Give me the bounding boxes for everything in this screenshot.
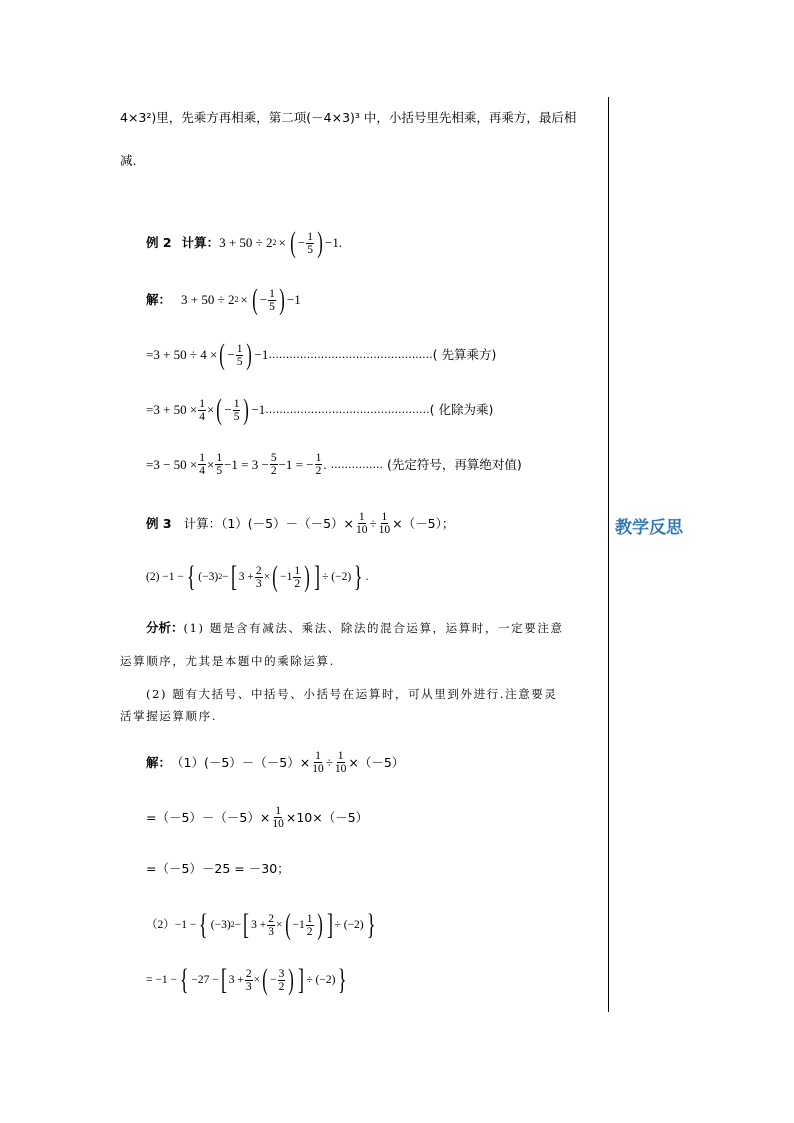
minus-sign: − [222, 571, 229, 583]
denominator: 10 [378, 524, 391, 536]
expr-part: 3 + 50 ÷ 2 [181, 292, 235, 307]
example-3 [146, 511, 454, 536]
analysis-line-4: 活掌握运算顺序. [120, 709, 217, 723]
expr-c: 3 + [228, 974, 244, 986]
leader-dots: ............................................... [265, 403, 430, 416]
left-paren: ( [290, 226, 296, 259]
times-sign: × [207, 402, 215, 417]
fraction [215, 452, 223, 477]
right-paren: ) [279, 283, 285, 316]
expr-a: −27 − [191, 974, 219, 986]
divide-sign: ÷ [369, 515, 377, 531]
step-mid: −1 = 3 − [224, 456, 269, 472]
fraction [306, 231, 314, 256]
fraction [355, 511, 369, 536]
numerator: 1 [199, 452, 205, 464]
denominator: 5 [216, 465, 223, 477]
fraction [378, 511, 392, 536]
numerator: 5 [270, 452, 277, 464]
expr-f: ÷ (−2) [306, 974, 336, 986]
numerator: 2 [245, 967, 252, 980]
leader-dots: ............... [330, 457, 384, 471]
step-tail: −1 [254, 347, 269, 362]
solution-3-line-3: =（－5）－25 = －30； [146, 861, 290, 876]
denominator: 4 [199, 410, 205, 423]
solution-2-step-1 [146, 338, 497, 371]
right-paren: ) [316, 908, 323, 941]
fraction [245, 968, 253, 993]
right-paren: ) [317, 226, 323, 259]
denominator: 2 [315, 465, 322, 477]
numerator: 2 [255, 564, 262, 577]
numerator: 2 [268, 912, 275, 925]
expr-head: (2) −1 − [146, 571, 184, 583]
solution-text-tail: ×10×（－5） [285, 809, 369, 825]
step-1-expression [146, 338, 269, 371]
times-sign: × [276, 919, 283, 931]
numerator: 1 [236, 342, 243, 355]
example-2-label: 例 2 [146, 235, 172, 250]
denominator: 5 [236, 355, 243, 368]
fraction [334, 750, 348, 775]
numerator: 1 [337, 750, 344, 762]
left-paren: ( [262, 963, 268, 996]
times-sign: × [263, 571, 271, 583]
expr-end: . [365, 571, 369, 583]
intro-line-2: 减. [120, 153, 137, 168]
right-brace: } [354, 560, 363, 593]
left-paren: ( [272, 560, 278, 593]
expr-c: 3 + [251, 919, 267, 931]
expr-a: (−3) [198, 571, 219, 583]
left-bracket: [ [220, 963, 227, 996]
denominator: 10 [272, 818, 284, 830]
fraction [271, 805, 285, 830]
numerator: 1 [306, 912, 313, 925]
denominator: 2 [306, 925, 313, 938]
expr-a: (−3) [210, 919, 231, 931]
fraction [268, 288, 276, 313]
minus-sign: − [227, 347, 235, 362]
solution-3-line-2 [146, 805, 368, 830]
times-sign: × [253, 974, 261, 986]
fraction [306, 913, 314, 938]
solution-3-line-4 [146, 908, 378, 941]
left-bracket: [ [243, 908, 250, 941]
example-2 [146, 226, 343, 259]
step-3-expression [146, 452, 327, 477]
numerator: 1 [233, 397, 240, 410]
left-brace: { [179, 963, 189, 996]
denominator: 5 [307, 243, 313, 256]
minus-sign: − [234, 919, 242, 931]
expr-c: 3 + [238, 571, 254, 583]
example-2-prompt: 计算： [181, 235, 220, 250]
expr-tail: −1. [324, 235, 343, 250]
solution-label: 解： [146, 292, 172, 307]
line-5-expression [146, 963, 350, 996]
step-note: (先定符号，再算绝对值) [387, 456, 522, 472]
minus-sign: − [224, 402, 232, 417]
times-sign: × [278, 235, 286, 250]
example-3-prompt: 计算：（1）(－5）－（－5）× [183, 515, 355, 531]
left-paren: ( [252, 283, 258, 316]
numerator: 1 [381, 511, 388, 523]
numerator: 1 [307, 230, 313, 243]
step-2-expression [146, 393, 266, 426]
solution-2-step-3 [146, 452, 522, 477]
example-3-part-2 [146, 560, 369, 593]
denominator: 2 [270, 465, 277, 477]
step-note: ( 化除为乘) [429, 402, 494, 417]
fraction [198, 452, 206, 477]
right-paren: ) [304, 560, 310, 593]
numerator: 1 [199, 397, 205, 410]
minus-sign: − [297, 235, 306, 250]
step-note: ( 先算乘方) [432, 347, 497, 362]
solution-3-line-5 [146, 963, 350, 996]
right-bracket: ] [314, 560, 321, 593]
expr-head: = −1 − [146, 974, 177, 986]
example-3-tail: ×（－5）； [392, 515, 455, 531]
fraction [233, 398, 241, 423]
denominator: 10 [312, 763, 324, 775]
minus-sign: − [259, 292, 268, 307]
numerator: 1 [294, 564, 301, 577]
numerator: 1 [275, 805, 281, 817]
expr-e: −1 [292, 919, 305, 931]
divide-sign: ÷ [325, 754, 333, 770]
numerator: 1 [216, 452, 223, 464]
fraction [278, 968, 286, 993]
solution-3-line-1 [146, 750, 404, 775]
right-bracket: ] [298, 963, 305, 996]
fraction [236, 343, 244, 368]
denominator: 3 [268, 925, 275, 938]
numerator: 3 [278, 967, 285, 980]
left-paren: ( [284, 908, 291, 941]
fraction [198, 398, 206, 423]
solution-label: 解： [146, 754, 172, 770]
left-brace: { [186, 560, 196, 593]
solution-text-tail: ×（－5） [348, 754, 405, 770]
analysis-line-3: (2) 题有大括号、中括号、小括号在运算时，可从里到外进行.注意要灵 [146, 687, 558, 701]
denominator: 10 [334, 763, 347, 775]
left-paren: ( [219, 338, 226, 371]
solution-text: （1）(－5）－（－5）× [171, 754, 311, 770]
right-paren: ) [246, 338, 253, 371]
expr-e: −1 [280, 571, 293, 583]
numerator: 1 [269, 287, 275, 300]
solution-2-expression: 3 + 50 ÷ 2 2 × ( − $\frac{1}{5}$ ) −1 [181, 283, 301, 316]
minus-sign: − [270, 974, 277, 986]
step-end: . [323, 456, 327, 472]
numerator: 1 [358, 511, 365, 523]
left-paren: ( [216, 393, 223, 426]
times-sign: × [207, 456, 215, 472]
expr-part: 3 + 50 ÷ 2 [219, 235, 273, 250]
denominator: 3 [255, 577, 262, 590]
right-paren: ) [243, 393, 250, 426]
fraction [315, 452, 323, 477]
expr-head: （2）−1 − [146, 919, 197, 931]
denominator: 4 [199, 465, 205, 477]
denominator: 5 [269, 300, 275, 313]
teaching-reflection-title: 教学反思 [615, 518, 683, 538]
fraction [293, 565, 301, 590]
denominator: 10 [356, 524, 368, 536]
step-mid-2: −1 = − [278, 456, 314, 472]
right-bracket: ] [326, 908, 333, 941]
right-brace: } [366, 908, 376, 941]
denominator: 2 [278, 980, 285, 993]
part-2-expression: (2) −1 − { (−3) 2 − [ 3 + $\frac{2}{3}$ × ( −1 $\frac{1}{2}$ ) ] ÷ (−2) } . [146, 560, 369, 593]
solution-2-step-2 [146, 393, 494, 426]
left-bracket: [ [230, 560, 237, 593]
fraction [267, 913, 275, 938]
numerator: 1 [315, 750, 321, 762]
step-head: =3 + 50 ÷ 4 × [146, 347, 218, 362]
analysis-line-1 [146, 620, 564, 636]
left-brace: { [199, 908, 208, 941]
right-brace: } [338, 963, 347, 996]
denominator: 2 [294, 577, 301, 590]
expr-f: ÷ (−2) [322, 571, 352, 583]
intro-line-1: 4×3²)里，先乘方再相乘，第二项(－4×3)³ 中，小括号里先相乘，再乘方，最后相 [120, 110, 577, 125]
denominator: 5 [233, 410, 240, 423]
expr-tail: −1 [286, 292, 301, 307]
times-sign: × [240, 292, 248, 307]
step-tail: −1 [251, 402, 266, 417]
analysis-text: (1) 题是含有减法、乘法、除法的混合运算，运算时，一定要注意 [183, 621, 564, 635]
expr-f: ÷ (−2) [334, 919, 364, 931]
line-4-expression: （2）−1 − { (−3) 2 − [ 3 + $\frac{2}{3}$ × ( −1 $\frac{1}{2}$ ) ] ÷ (−2) } [146, 908, 376, 941]
fraction [255, 565, 263, 590]
example-3-label: 例 3 [146, 515, 172, 531]
numerator: 1 [315, 452, 322, 464]
fraction [311, 750, 325, 775]
step-head: =3 + 50 × [146, 402, 198, 417]
analysis-line-2: 运算顺序，尤其是本题中的乘除运算. [120, 654, 335, 668]
margin-divider [608, 97, 609, 1012]
solution-text: =（－5）－（－5）× [146, 809, 271, 825]
analysis-label: 分析： [146, 620, 184, 635]
solution-2-line-0 [146, 283, 301, 316]
example-2-expression: 3 + 50 ÷ 2 2 × ( − $\frac{1}{5}$ ) −1. [219, 226, 343, 259]
leader-dots: ............................................... [268, 348, 433, 361]
right-paren: ) [288, 963, 295, 996]
step-head: =3 − 50 × [146, 456, 198, 472]
denominator: 3 [245, 980, 252, 993]
fraction [270, 452, 278, 477]
